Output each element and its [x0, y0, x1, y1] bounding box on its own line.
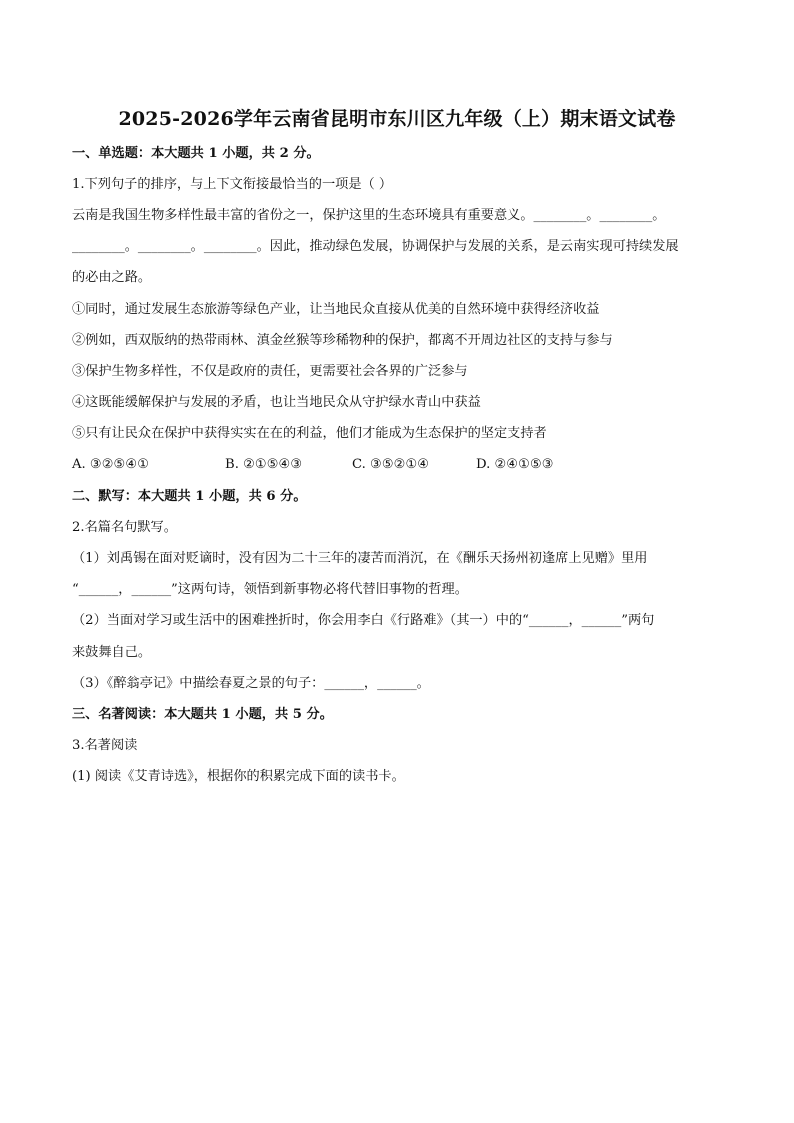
- recitation-line-3: （2）当面对学习或生活中的困难挫折时，你会用李白《行路难》（其一）中的“______，______”两句: [72, 613, 655, 628]
- question-3-stem: 3.名著阅读: [72, 738, 138, 753]
- option-b: B. ②①⑤④③: [225, 457, 303, 472]
- option-d: D. ②④①⑤③: [476, 457, 554, 472]
- sentence-5: ⑤只有让民众在保护中获得实实在在的利益，他们才能成为生态保护的坚定支持者: [72, 426, 547, 441]
- sentence-2: ②例如，西双版纳的热带雨林、滇金丝猴等珍稀物种的保护，都离不开周边社区的支持与参与: [72, 333, 613, 348]
- recitation-line-4: 来鼓舞自己。: [72, 645, 152, 660]
- section-2-heading: 二、默写：本大题共 1 小题，共 6 分。: [72, 489, 307, 504]
- passage-line-1: 云南是我国生物多样性最丰富的省份之一，保护这里的生态环境具有重要意义。________。________。: [72, 208, 666, 223]
- sentence-4: ④这既能缓解保护与发展的矛盾，也让当地民众从守护绿水青山中获益: [72, 395, 481, 410]
- sentence-1: ①同时，通过发展生态旅游等绿色产业，让当地民众直接从优美的自然环境中获得经济收益: [72, 302, 600, 317]
- passage-line-2: ________。________。________。因此，推动绿色发展，协调保护与发展的关系，是云南实现可持续发展: [72, 239, 679, 254]
- section-3-heading: 三、名著阅读：本大题共 1 小题，共 5 分。: [72, 707, 333, 722]
- question-2-stem: 2.名篇名句默写。: [72, 520, 177, 535]
- section-1-heading: 一、单选题：本大题共 1 小题，共 2 分。: [72, 146, 320, 161]
- recitation-line-5: （3）《醉翁亭记》中描绘春夏之景的句子：______，______。: [72, 676, 430, 691]
- exam-title: 2025-2026学年云南省昆明市东川区九年级（上）期末语文试卷: [118, 108, 676, 130]
- passage-line-3: 的必由之路。: [72, 270, 152, 285]
- option-a: A. ③②⑤④①: [72, 457, 150, 472]
- sentence-3: ③保护生物多样性，不仅是政府的责任，更需要社会各界的广泛参与: [72, 364, 468, 379]
- recitation-line-1: （1）刘禹锡在面对贬谪时，没有因为二十三年的凄苦而消沉，在《酬乐天扬州初逢席上见赠》里用: [72, 551, 648, 566]
- question-1-stem: 1.下列句子的排序，与上下文衔接最恰当的一项是（ ）: [72, 177, 393, 192]
- reading-line-1: (1) 阅读《艾青诗选》，根据你的积累完成下面的读书卡。: [72, 769, 405, 784]
- option-c: C. ③⑤②①④: [352, 457, 430, 472]
- recitation-line-2: “______，______”这两句诗，领悟到新事物必将代替旧事物的哲理。: [72, 582, 468, 597]
